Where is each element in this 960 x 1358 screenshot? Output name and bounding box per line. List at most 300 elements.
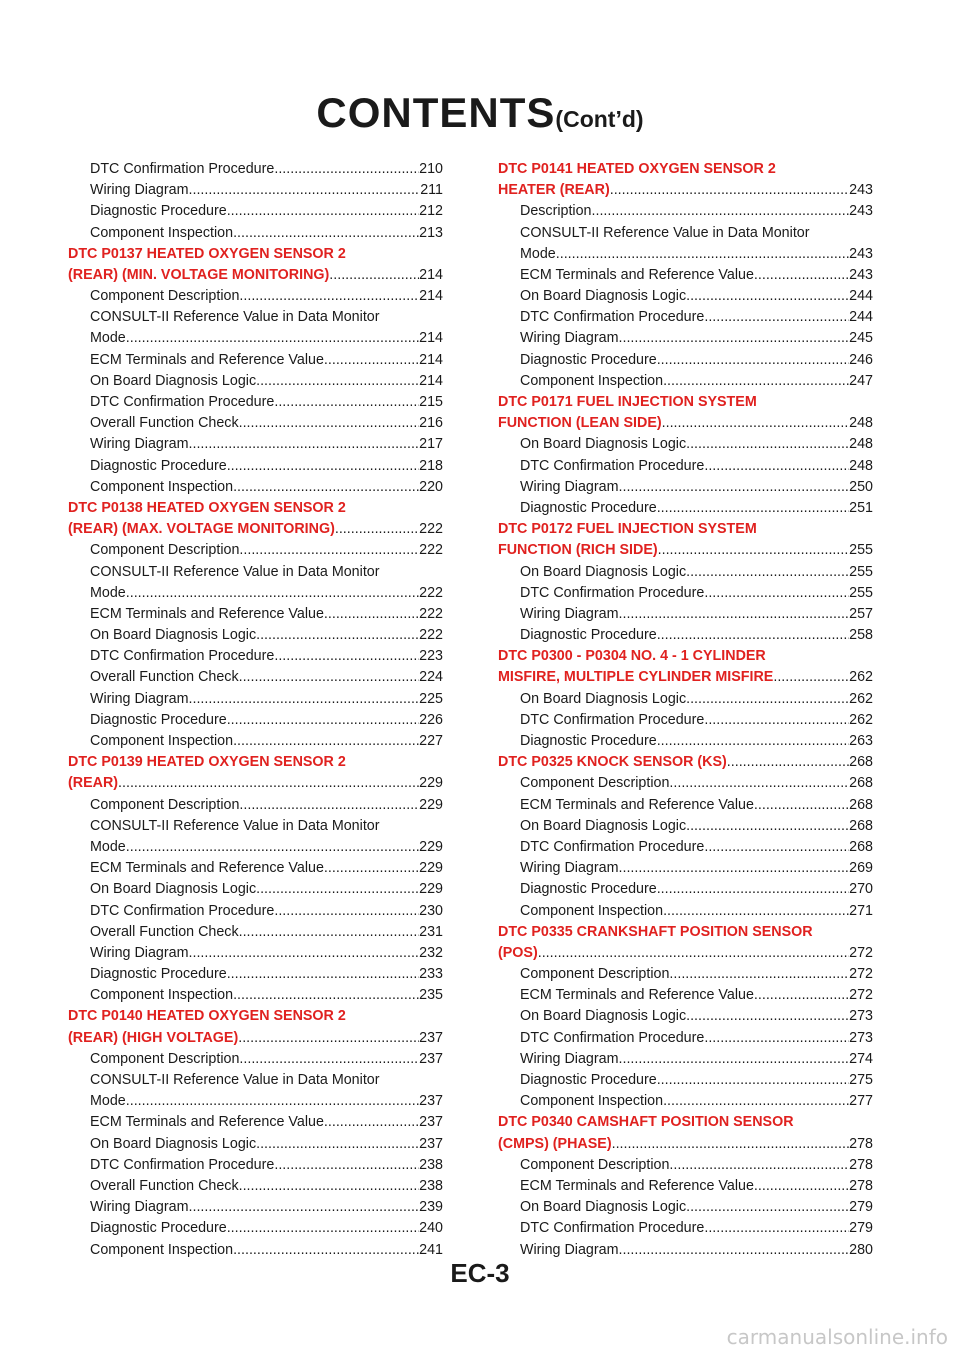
toc-section-heading[interactable] — [498, 392, 873, 413]
toc-dot-leader — [657, 731, 849, 752]
toc-page-number: 246 — [849, 351, 873, 368]
toc-section-heading[interactable] — [498, 519, 873, 540]
toc-dot-leader — [256, 371, 419, 392]
toc-dot-leader — [610, 180, 849, 201]
toc-entry-title: Component Description — [90, 796, 240, 813]
toc-page-number: 275 — [849, 1072, 873, 1089]
toc-page-number: 258 — [849, 627, 873, 644]
toc-page-number: 210 — [419, 160, 443, 177]
toc-page-number: 212 — [419, 203, 443, 220]
toc-entry[interactable] — [498, 858, 873, 879]
toc-entry[interactable] — [68, 1218, 443, 1239]
toc-entry-title: Mode — [90, 584, 126, 601]
toc-dot-leader — [324, 350, 419, 371]
toc-page-number: 231 — [419, 923, 443, 940]
toc-section-heading[interactable] — [498, 413, 873, 434]
toc-entry-title: Component Inspection — [90, 987, 234, 1004]
toc-entry[interactable] — [68, 858, 443, 879]
toc-entry-title: Diagnostic Procedure — [520, 499, 657, 516]
page-subtitle: (Cont’d) — [555, 106, 644, 132]
toc-entry-title: Overall Function Check — [90, 415, 239, 432]
toc-entry-title: DTC Confirmation Procedure — [90, 902, 275, 919]
toc-entry-title: Wiring Diagram — [520, 1050, 619, 1067]
toc-entry-title: Component Description — [520, 966, 670, 983]
toc-page-number: 214 — [419, 266, 443, 283]
toc-entry-title: Component Description — [90, 288, 240, 305]
toc-entry[interactable] — [498, 1197, 873, 1218]
toc-page-number: 214 — [419, 351, 443, 368]
toc-entry-title: DTC Confirmation Procedure — [520, 711, 705, 728]
toc-dot-leader — [274, 646, 419, 667]
toc-entry-title: DTC P0139 HEATED OXYGEN SENSOR 2 — [68, 754, 346, 771]
toc-page-number: 243 — [849, 245, 873, 262]
toc-entry[interactable] — [68, 943, 443, 964]
toc-entry[interactable] — [68, 583, 443, 604]
toc-entry[interactable] — [498, 201, 873, 222]
toc-entry[interactable] — [68, 689, 443, 710]
toc-entry-title: Component Inspection — [90, 733, 234, 750]
toc-entry[interactable] — [68, 1112, 443, 1133]
toc-entry-title: Component Description — [520, 1156, 670, 1173]
watermark: carmanualsonline.info — [726, 1325, 948, 1349]
toc-page-number: 214 — [419, 288, 443, 305]
toc-entry[interactable] — [498, 244, 873, 265]
toc-page-number: 268 — [849, 775, 873, 792]
toc-entry-title: ECM Terminals and Reference Value — [520, 987, 754, 1004]
toc-entry[interactable] — [498, 1070, 873, 1091]
toc-entry-title: (REAR) — [68, 775, 119, 792]
toc-page-number: 272 — [849, 987, 873, 1004]
toc-entry-title: CONSULT-II Reference Value in Data Monitor — [90, 309, 380, 326]
toc-section-heading[interactable] — [68, 265, 443, 286]
toc-entry[interactable] — [498, 350, 873, 371]
toc-entry-title: DTC Confirmation Procedure — [520, 1220, 705, 1237]
toc-dot-leader — [126, 328, 419, 349]
toc-page-number: 218 — [419, 457, 443, 474]
toc-entry[interactable] — [68, 540, 443, 561]
toc-entry[interactable] — [498, 879, 873, 900]
toc-entry[interactable] — [498, 901, 873, 922]
toc-section-heading[interactable] — [68, 519, 443, 540]
toc-entry[interactable] — [68, 562, 443, 583]
toc-entry[interactable] — [68, 922, 443, 943]
toc-entry-title: Wiring Diagram — [520, 860, 619, 877]
toc-section-heading[interactable] — [498, 540, 873, 561]
toc-dot-leader — [754, 265, 849, 286]
toc-entry-title: DTC P0137 HEATED OXYGEN SENSOR 2 — [68, 245, 346, 262]
toc-entry-title: Diagnostic Procedure — [520, 351, 657, 368]
toc-page-number: 217 — [419, 436, 443, 453]
toc-entry-title: CONSULT-II Reference Value in Data Monitor — [90, 563, 380, 580]
toc-entry-title: DTC Confirmation Procedure — [520, 309, 705, 326]
toc-entry-title: Diagnostic Procedure — [520, 881, 657, 898]
toc-entry[interactable] — [498, 286, 873, 307]
toc-entry[interactable] — [498, 1028, 873, 1049]
toc-dot-leader — [189, 1197, 420, 1218]
toc-dot-leader — [324, 604, 419, 625]
toc-entry-title: Wiring Diagram — [520, 605, 619, 622]
toc-dot-leader — [619, 477, 850, 498]
toc-page-number: 251 — [849, 499, 873, 516]
toc-entry-title: (POS) — [498, 944, 538, 961]
toc-entry-title: ECM Terminals and Reference Value — [520, 266, 754, 283]
toc-left-column — [68, 159, 443, 1261]
toc-page-number: 273 — [849, 1029, 873, 1046]
toc-entry[interactable] — [68, 1091, 443, 1112]
toc-entry-title: On Board Diagnosis Logic — [90, 627, 257, 644]
toc-page-number: 278 — [849, 1156, 873, 1173]
toc-dot-leader — [239, 413, 420, 434]
toc-page-number: 262 — [849, 711, 873, 728]
toc-entry[interactable] — [68, 456, 443, 477]
toc-entry[interactable] — [68, 795, 443, 816]
toc-dot-leader — [663, 1091, 849, 1112]
toc-dot-leader — [274, 901, 419, 922]
toc-dot-leader — [669, 964, 849, 985]
toc-section-heading[interactable] — [68, 498, 443, 519]
toc-entry[interactable] — [68, 646, 443, 667]
toc-page-number: 262 — [849, 690, 873, 707]
toc-dot-leader — [239, 286, 419, 307]
toc-dot-leader — [239, 1049, 419, 1070]
toc-page-number: 237 — [419, 1093, 443, 1110]
toc-entry-title: CONSULT-II Reference Value in Data Monitor — [90, 1072, 380, 1089]
toc-dot-leader — [619, 328, 850, 349]
toc-dot-leader — [233, 223, 419, 244]
toc-entry[interactable] — [498, 731, 873, 752]
toc-entry-title: DTC P0325 KNOCK SENSOR (KS) — [498, 754, 727, 771]
toc-entry[interactable] — [498, 434, 873, 455]
toc-section-heading[interactable] — [68, 1007, 443, 1028]
toc-dot-leader — [329, 265, 419, 286]
toc-entry[interactable] — [68, 1155, 443, 1176]
toc-page-number: 216 — [419, 415, 443, 432]
toc-entry[interactable] — [68, 477, 443, 498]
toc-entry[interactable] — [498, 456, 873, 477]
toc-dot-leader — [662, 413, 850, 434]
toc-entry-title: Wiring Diagram — [90, 1199, 189, 1216]
toc-dot-leader — [126, 583, 419, 604]
toc-entry[interactable] — [498, 1218, 873, 1239]
toc-entry-title: Wiring Diagram — [520, 1241, 619, 1258]
toc-dot-leader — [704, 837, 849, 858]
toc-entry[interactable] — [68, 286, 443, 307]
toc-dot-leader — [657, 879, 849, 900]
toc-entry[interactable] — [68, 816, 443, 837]
toc-entry[interactable] — [68, 1070, 443, 1091]
toc-page-number: 237 — [419, 1135, 443, 1152]
toc-section-heading[interactable] — [498, 943, 873, 964]
toc-dot-leader — [256, 879, 419, 900]
toc-page-number: 214 — [419, 330, 443, 347]
toc-entry[interactable] — [498, 371, 873, 392]
toc-page-number: 263 — [849, 733, 873, 750]
toc-dot-leader — [619, 858, 850, 879]
toc-entry[interactable] — [498, 985, 873, 1006]
toc-entry[interactable] — [498, 773, 873, 794]
toc-entry-title: Wiring Diagram — [90, 944, 189, 961]
toc-entry[interactable] — [498, 1176, 873, 1197]
toc-page-number: 238 — [419, 1156, 443, 1173]
toc-entry[interactable] — [498, 1155, 873, 1176]
toc-dot-leader — [256, 625, 419, 646]
toc-page-number: 220 — [419, 478, 443, 495]
toc-entry-title: DTC P0138 HEATED OXYGEN SENSOR 2 — [68, 499, 346, 516]
toc-dot-leader — [239, 922, 420, 943]
toc-entry-title: Diagnostic Procedure — [520, 627, 657, 644]
toc-dot-leader — [619, 1049, 850, 1070]
toc-page-number: 244 — [849, 288, 873, 305]
toc-page-number: 215 — [419, 394, 443, 411]
toc-section-heading[interactable] — [68, 1028, 443, 1049]
toc-dot-leader — [612, 1134, 850, 1155]
toc-entry-title: Component Inspection — [90, 478, 234, 495]
toc-entry-title: On Board Diagnosis Logic — [90, 1135, 257, 1152]
toc-page-number: 257 — [849, 605, 873, 622]
toc-entry[interactable] — [498, 1049, 873, 1070]
toc-entry[interactable] — [68, 1197, 443, 1218]
toc-entry[interactable] — [68, 371, 443, 392]
toc-entry[interactable] — [498, 625, 873, 646]
toc-dot-leader — [256, 1134, 419, 1155]
toc-entry-title: ECM Terminals and Reference Value — [90, 605, 324, 622]
toc-page-number: 278 — [849, 1135, 873, 1152]
toc-dot-leader — [238, 1028, 419, 1049]
toc-entry[interactable] — [68, 731, 443, 752]
toc-entry[interactable] — [68, 879, 443, 900]
toc-entry-title: Diagnostic Procedure — [520, 1072, 657, 1089]
toc-entry[interactable] — [498, 329, 873, 350]
toc-entry[interactable] — [498, 1007, 873, 1028]
toc-dot-leader — [556, 244, 849, 265]
toc-entry[interactable] — [68, 985, 443, 1006]
toc-page-number: 239 — [419, 1199, 443, 1216]
toc-entry-title: Component Description — [90, 1050, 240, 1067]
toc-page-number: 237 — [419, 1114, 443, 1131]
toc-entry-title: Diagnostic Procedure — [90, 203, 227, 220]
toc-dot-leader — [335, 519, 419, 540]
toc-page-number: 229 — [419, 881, 443, 898]
toc-entry-title: DTC P0335 CRANKSHAFT POSITION SENSOR — [498, 923, 813, 940]
toc-entry[interactable] — [498, 1091, 873, 1112]
toc-page-number: 248 — [849, 436, 873, 453]
toc-page-number: 273 — [849, 1008, 873, 1025]
toc-entry[interactable] — [68, 329, 443, 350]
toc-entry-title: On Board Diagnosis Logic — [520, 1008, 687, 1025]
toc-entry-title: Wiring Diagram — [90, 436, 189, 453]
toc-dot-leader — [704, 1028, 849, 1049]
toc-dot-leader — [754, 795, 849, 816]
toc-entry[interactable] — [498, 562, 873, 583]
toc-dot-leader — [233, 985, 419, 1006]
toc-entry-title: On Board Diagnosis Logic — [520, 817, 687, 834]
toc-dot-leader — [227, 710, 419, 731]
toc-entry[interactable] — [68, 159, 443, 180]
toc-entry[interactable] — [498, 307, 873, 328]
toc-entry-title: Component Inspection — [90, 224, 234, 241]
toc-entry[interactable] — [68, 434, 443, 455]
toc-entry-title: DTC Confirmation Procedure — [90, 1156, 275, 1173]
toc-section-heading[interactable] — [498, 159, 873, 180]
toc-entry[interactable] — [498, 223, 873, 244]
toc-page-number: 237 — [419, 1050, 443, 1067]
toc-page-number: 230 — [419, 902, 443, 919]
toc-dot-leader — [227, 456, 419, 477]
toc-entry-title: ECM Terminals and Reference Value — [90, 351, 324, 368]
toc-dot-leader — [189, 180, 421, 201]
toc-entry-title: DTC P0141 HEATED OXYGEN SENSOR 2 — [498, 160, 776, 177]
toc-page-number: 226 — [419, 711, 443, 728]
toc-page-number: 272 — [849, 944, 873, 961]
toc-entry-title: Description — [520, 203, 592, 220]
toc-section-heading[interactable] — [498, 922, 873, 943]
toc-entry[interactable] — [68, 307, 443, 328]
toc-entry[interactable] — [498, 710, 873, 731]
toc-section-heading[interactable] — [498, 180, 873, 201]
toc-page-number: 233 — [419, 966, 443, 983]
toc-page-number: 248 — [849, 457, 873, 474]
toc-entry[interactable] — [68, 964, 443, 985]
toc-page-number: 268 — [849, 754, 873, 771]
toc-dot-leader — [686, 434, 849, 455]
toc-entry[interactable] — [498, 795, 873, 816]
toc-entry-title: (REAR) (MAX. VOLTAGE MONITORING) — [68, 521, 335, 538]
toc-entry[interactable] — [498, 265, 873, 286]
toc-page-number: 262 — [849, 669, 873, 686]
toc-entry[interactable] — [68, 201, 443, 222]
toc-entry[interactable] — [68, 180, 443, 201]
toc-dot-leader — [704, 710, 849, 731]
toc-section-heading[interactable] — [68, 244, 443, 265]
toc-page-number: 243 — [849, 203, 873, 220]
toc-entry[interactable] — [68, 604, 443, 625]
toc-entry[interactable] — [68, 1134, 443, 1155]
toc-entry[interactable] — [68, 350, 443, 371]
toc-entry[interactable] — [68, 413, 443, 434]
toc-entry[interactable] — [68, 901, 443, 922]
toc-entry-title: CONSULT-II Reference Value in Data Monitor — [520, 224, 810, 241]
toc-entry-title: (REAR) (HIGH VOLTAGE) — [68, 1029, 239, 1046]
toc-entry-title: Diagnostic Procedure — [90, 1220, 227, 1237]
toc-dot-leader — [592, 201, 850, 222]
toc-page-number: 227 — [419, 733, 443, 750]
toc-entry-title: On Board Diagnosis Logic — [520, 1199, 687, 1216]
toc-entry-title: HEATER (REAR) — [498, 182, 610, 199]
toc-dot-leader — [754, 985, 849, 1006]
toc-entry-title: DTC P0340 CAMSHAFT POSITION SENSOR — [498, 1114, 794, 1131]
toc-page-number: 279 — [849, 1199, 873, 1216]
toc-entry[interactable] — [498, 498, 873, 519]
toc-dot-leader — [538, 943, 849, 964]
toc-dot-leader — [657, 350, 849, 371]
toc-dot-leader — [227, 1218, 419, 1239]
toc-dot-leader — [663, 901, 849, 922]
toc-page-number: 268 — [849, 817, 873, 834]
toc-entry[interactable] — [498, 816, 873, 837]
toc-page-number: 229 — [419, 838, 443, 855]
toc-dot-leader — [324, 1112, 419, 1133]
toc-entry[interactable] — [498, 837, 873, 858]
toc-entry-title: DTC Confirmation Procedure — [520, 457, 705, 474]
toc-dot-leader — [189, 943, 420, 964]
toc-section-heading[interactable] — [68, 752, 443, 773]
toc-entry[interactable] — [498, 477, 873, 498]
toc-section-heading[interactable] — [498, 646, 873, 667]
toc-page-number: 232 — [419, 944, 443, 961]
toc-dot-leader — [227, 964, 419, 985]
toc-entry-title: On Board Diagnosis Logic — [90, 372, 257, 389]
toc-entry[interactable] — [68, 625, 443, 646]
toc-dot-leader — [704, 1218, 849, 1239]
toc-entry-title: Diagnostic Procedure — [520, 733, 657, 750]
toc-entry-title: Mode — [90, 838, 126, 855]
toc-entry[interactable] — [68, 392, 443, 413]
toc-page-number: 237 — [419, 1029, 443, 1046]
toc-page-number: 270 — [849, 881, 873, 898]
toc-entry-title: ECM Terminals and Reference Value — [90, 860, 324, 877]
toc-page-number: 244 — [849, 309, 873, 326]
toc-dot-leader — [704, 583, 849, 604]
toc-dot-leader — [324, 858, 419, 879]
toc-page-number: 229 — [419, 860, 443, 877]
toc-entry-title: Diagnostic Procedure — [90, 711, 227, 728]
toc-dot-leader — [669, 1155, 849, 1176]
toc-entry[interactable] — [68, 668, 443, 689]
toc-dot-leader — [686, 562, 849, 583]
page-title: CONTENTS — [316, 89, 556, 136]
toc-entry-title: Component Inspection — [520, 372, 664, 389]
toc-dot-leader — [686, 689, 849, 710]
toc-entry-title: DTC P0171 FUEL INJECTION SYSTEM — [498, 394, 757, 411]
toc-page-number: 241 — [419, 1241, 443, 1258]
toc-dot-leader — [126, 1091, 419, 1112]
toc-page-number: 269 — [849, 860, 873, 877]
toc-dot-leader — [686, 816, 849, 837]
toc-section-heading[interactable] — [68, 773, 443, 794]
toc-section-heading[interactable] — [498, 668, 873, 689]
toc-entry-title: Mode — [90, 330, 126, 347]
toc-page-number: 272 — [849, 966, 873, 983]
toc-entry[interactable] — [68, 1176, 443, 1197]
toc-dot-leader — [274, 159, 419, 180]
toc-page-number: 247 — [849, 372, 873, 389]
toc-entry-title: Diagnostic Procedure — [90, 966, 227, 983]
toc-entry[interactable] — [498, 964, 873, 985]
toc-entry[interactable] — [68, 837, 443, 858]
toc-page-number: 248 — [849, 415, 873, 432]
toc-dot-leader — [233, 477, 419, 498]
toc-dot-leader — [686, 1006, 849, 1027]
toc-page-number: 271 — [849, 902, 873, 919]
toc-entry-title: FUNCTION (RICH SIDE) — [498, 542, 658, 559]
toc-dot-leader — [227, 201, 419, 222]
toc-entry-title: On Board Diagnosis Logic — [520, 563, 687, 580]
toc-entry[interactable] — [498, 583, 873, 604]
toc-entry[interactable] — [68, 710, 443, 731]
toc-page-number: 255 — [849, 542, 873, 559]
toc-section-heading[interactable] — [498, 1134, 873, 1155]
toc-dot-leader — [619, 604, 850, 625]
toc-entry[interactable] — [68, 223, 443, 244]
toc-entry-title: DTC Confirmation Procedure — [90, 648, 275, 665]
toc-section-heading[interactable] — [498, 752, 873, 773]
toc-entry[interactable] — [68, 1049, 443, 1070]
toc-section-heading[interactable] — [498, 1112, 873, 1133]
toc-page-number: 268 — [849, 838, 873, 855]
toc-page-number: 223 — [419, 648, 443, 665]
toc-entry[interactable] — [498, 689, 873, 710]
toc-entry[interactable] — [498, 604, 873, 625]
